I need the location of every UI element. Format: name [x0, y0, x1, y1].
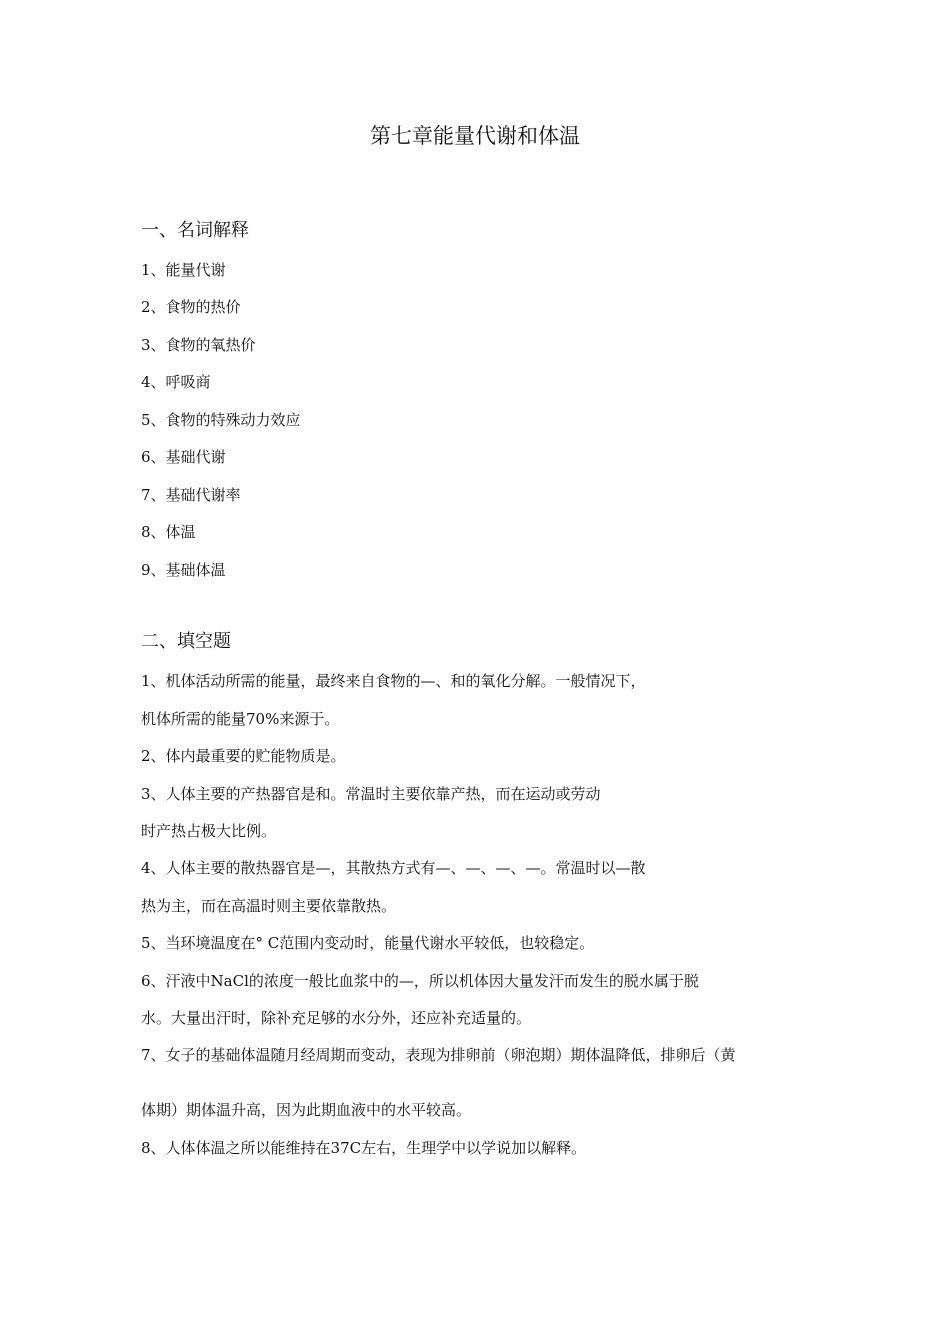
definition-item: 8、体温 — [141, 523, 196, 541]
definition-item: 6、基础代谢 — [141, 448, 226, 466]
definition-item: 3、食物的氧热价 — [141, 336, 256, 354]
question-line: 热为主，而在高温时则主要依靠散热。 — [141, 897, 397, 915]
question-line: 5、当环境温度在° C范围内变动时，能量代谢水平较低，也较稳定。 — [141, 934, 595, 952]
question-line: 水。大量出汗时，除补充足够的水分外，还应补充适量的。 — [141, 1009, 532, 1027]
question-line: 1、机体活动所需的能量，最终来自食物的—、和的氧化分解。一般情况下， — [141, 672, 646, 690]
section-heading-definitions: 一、名词解释 — [141, 220, 249, 241]
question-line: 时产热占极大比例。 — [141, 822, 277, 840]
definition-item: 7、基础代谢率 — [141, 486, 241, 504]
question-line: 3、人体主要的产热器官是和。常温时主要依靠产热，而在运动或劳动 — [141, 785, 601, 803]
question-line: 6、汗液中NaCl的浓度一般比血浆中的—，所以机体因大量发汗而发生的脱水属于脱 — [141, 972, 699, 990]
page-title: 第七章能量代谢和体温 — [370, 124, 580, 148]
question-line: 8、人体体温之所以能维持在37C左右，生理学中以学说加以解释。 — [141, 1139, 587, 1157]
question-line: 机体所需的能量70%来源于。 — [141, 710, 340, 728]
question-line: 2、体内最重要的贮能物质是。 — [141, 747, 346, 765]
definition-item: 2、食物的热价 — [141, 298, 241, 316]
question-line: 7、女子的基础体温随月经周期而变动，表现为排卵前（卵泡期）期体温降低，排卵后（黄 — [141, 1046, 736, 1064]
definition-item: 9、基础体温 — [141, 561, 226, 579]
question-line: 体期）期体温升高，因为此期血液中的水平较高。 — [141, 1101, 472, 1119]
definition-item: 4、呼吸商 — [141, 373, 211, 391]
question-line: 4、人体主要的散热器官是—，其散热方式有—、—、—、—。常温时以—散 — [141, 859, 646, 877]
section-heading-fill-in: 二、填空题 — [141, 631, 231, 652]
definition-item: 1、能量代谢 — [141, 261, 226, 279]
definition-item: 5、食物的特殊动力效应 — [141, 411, 301, 429]
